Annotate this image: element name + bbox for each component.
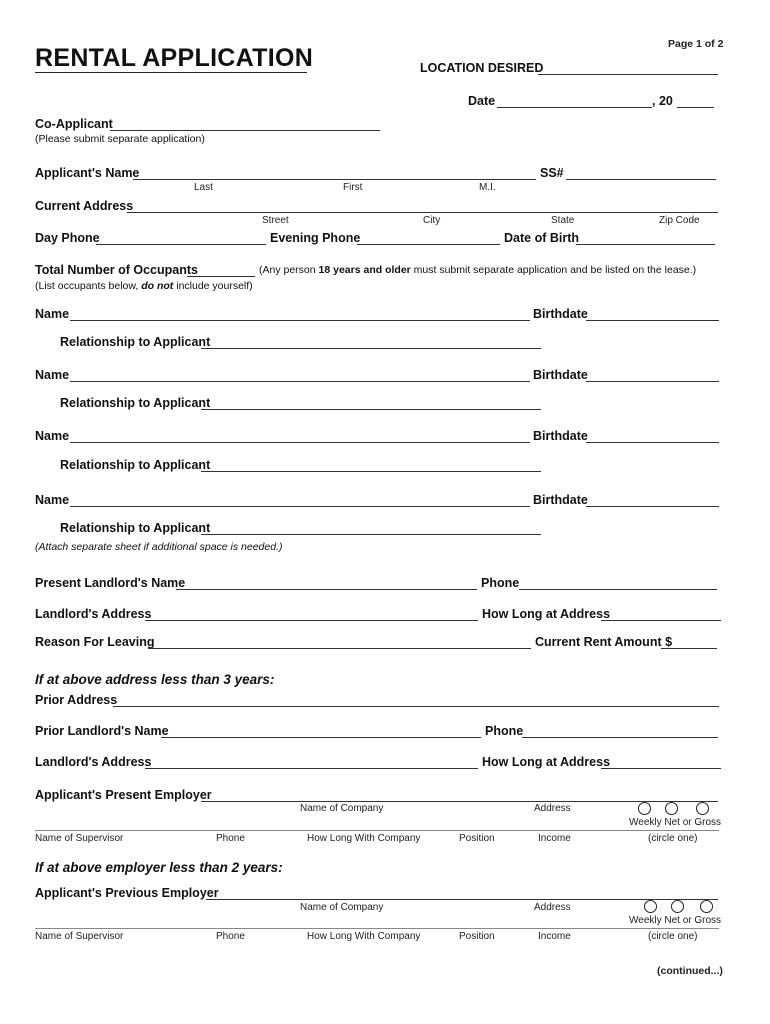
landlord-phone-label: Phone (481, 576, 520, 590)
occupant-2-relationship-label: Relationship to Applicant (60, 396, 211, 410)
occupant-4-name-field[interactable] (70, 506, 530, 507)
previous-supervisor-label: Name of Supervisor (35, 931, 124, 942)
occupant-3-birthdate-field[interactable] (586, 442, 719, 443)
occupant-2-birthdate-field[interactable] (586, 381, 719, 382)
landlord-phone-field[interactable] (519, 589, 717, 590)
previous-position-label: Position (459, 931, 495, 942)
year-field[interactable] (677, 107, 714, 108)
previous-employer-company-label: Name of Company (300, 902, 384, 913)
previous-income-label: Income (538, 931, 571, 942)
prior-address-label: Prior Address (35, 693, 118, 707)
prior-landlord-phone-label: Phone (485, 724, 524, 738)
occupant-4-name-label: Name (35, 493, 70, 507)
co-applicant-note: (Please submit separate application) (35, 133, 205, 145)
present-position-label: Position (459, 833, 495, 844)
name-part-first: First (343, 182, 363, 193)
address-part-city: City (423, 215, 441, 226)
landlord-address-label: Landlord's Address (35, 607, 152, 621)
dob-label: Date of Birth (504, 231, 579, 245)
occupant-3-birthdate-label: Birthdate (533, 429, 588, 443)
current-rent-label: Current Rent Amount $ (535, 635, 673, 649)
present-landlord-field[interactable] (176, 589, 477, 590)
ssn-field[interactable] (566, 179, 716, 180)
prior-landlord-label: Prior Landlord's Name (35, 724, 169, 738)
occupant-4-relationship-field[interactable] (201, 534, 541, 535)
day-phone-field[interactable] (96, 244, 266, 245)
present-income-net-circle[interactable] (665, 802, 678, 815)
occupants-age-note: (Any person 18 years and older must submit separate application and be listed on the lease.) (259, 264, 697, 276)
present-income-gross-circle[interactable] (696, 802, 709, 815)
current-address-field[interactable] (127, 212, 718, 213)
present-employer-phone-label: Phone (216, 833, 245, 844)
reason-leaving-label: Reason For Leaving (35, 635, 155, 649)
previous-circle-one-label: (circle one) (648, 931, 698, 942)
page-number: Page 1 of 2 (668, 38, 724, 50)
location-desired-field[interactable] (538, 74, 718, 75)
present-income-type-label: Weekly Net or Gross (629, 817, 722, 828)
occupant-2-birthdate-label: Birthdate (533, 368, 588, 382)
occupant-4-birthdate-field[interactable] (586, 506, 719, 507)
present-income-weekly-circle[interactable] (638, 802, 651, 815)
prior-landlord-address-field[interactable] (145, 768, 478, 769)
prior-how-long-field[interactable] (601, 768, 721, 769)
occupant-3-name-field[interactable] (70, 442, 530, 443)
occupant-3-relationship-label: Relationship to Applicant (60, 458, 211, 472)
present-employer-label: Applicant's Present Employer (35, 788, 212, 802)
previous-income-weekly-circle[interactable] (644, 900, 657, 913)
previous-employer-label: Applicant's Previous Employer (35, 886, 219, 900)
dob-field[interactable] (576, 244, 715, 245)
year-label: , 20 (652, 94, 673, 108)
location-desired-label: LOCATION DESIRED (420, 61, 544, 75)
day-phone-label: Day Phone (35, 231, 100, 245)
prior-landlord-field[interactable] (161, 737, 481, 738)
previous-how-long-label: How Long With Company (307, 931, 421, 942)
previous-employer-address-label: Address (534, 902, 571, 913)
occupant-1-name-field[interactable] (70, 320, 530, 321)
occupants-list-note: (List occupants below, do not include yourself) (35, 280, 253, 292)
occupant-4-birthdate-label: Birthdate (533, 493, 588, 507)
present-how-long-label: How Long With Company (307, 833, 421, 844)
previous-employer-detail-line[interactable] (35, 928, 719, 929)
present-employer-detail-line[interactable] (35, 830, 719, 831)
landlord-address-field[interactable] (145, 620, 478, 621)
applicant-name-field[interactable] (133, 179, 536, 180)
previous-income-net-circle[interactable] (671, 900, 684, 913)
prior-how-long-label: How Long at Address (482, 755, 611, 769)
present-employer-company-label: Name of Company (300, 803, 384, 814)
name-part-mi: M.I. (479, 182, 496, 193)
present-circle-one-label: (circle one) (648, 833, 698, 844)
how-long-at-address-field[interactable] (601, 620, 721, 621)
occupant-2-relationship-field[interactable] (201, 409, 541, 410)
evening-phone-field[interactable] (357, 244, 500, 245)
occupant-1-birthdate-field[interactable] (586, 320, 719, 321)
page-title: RENTAL APPLICATION (35, 44, 314, 72)
reason-leaving-field[interactable] (148, 648, 531, 649)
date-label: Date (468, 94, 496, 108)
occupant-1-name-label: Name (35, 307, 70, 321)
address-part-state: State (551, 215, 575, 226)
occupant-3-relationship-field[interactable] (201, 471, 541, 472)
present-employer-address-label: Address (534, 803, 571, 814)
occupant-1-birthdate-label: Birthdate (533, 307, 588, 321)
total-occupants-label: Total Number of Occupants (35, 263, 198, 277)
address-part-street: Street (262, 215, 289, 226)
present-income-label: Income (538, 833, 571, 844)
prior-landlord-address-label: Landlord's Address (35, 755, 152, 769)
occupant-3-name-label: Name (35, 429, 70, 443)
present-landlord-label: Present Landlord's Name (35, 576, 186, 590)
current-address-label: Current Address (35, 199, 134, 213)
name-part-last: Last (194, 182, 213, 193)
evening-phone-label: Evening Phone (270, 231, 361, 245)
previous-income-gross-circle[interactable] (700, 900, 713, 913)
continued-label: (continued...) (657, 965, 723, 977)
ssn-label: SS# (540, 166, 564, 180)
previous-income-type-label: Weekly Net or Gross (629, 915, 722, 926)
previous-employer-field[interactable] (206, 899, 718, 900)
total-occupants-field[interactable] (187, 276, 255, 277)
title-underline (35, 72, 307, 73)
occupant-4-relationship-label: Relationship to Applicant (60, 521, 211, 535)
prior-address-field[interactable] (113, 706, 719, 707)
current-rent-field[interactable] (661, 648, 717, 649)
prior-landlord-phone-field[interactable] (522, 737, 718, 738)
address-part-zip: Zip Code (659, 215, 700, 226)
co-applicant-field[interactable] (110, 130, 380, 131)
occupant-1-relationship-label: Relationship to Applicant (60, 335, 211, 349)
how-long-at-address-label: How Long at Address (482, 607, 611, 621)
occupant-2-name-label: Name (35, 368, 70, 382)
prior-address-section-title: If at above address less than 3 years: (35, 672, 275, 687)
occupant-2-name-field[interactable] (70, 381, 530, 382)
present-supervisor-label: Name of Supervisor (35, 833, 124, 844)
attach-sheet-note: (Attach separate sheet if additional space is needed.) (35, 541, 283, 553)
date-field[interactable] (497, 107, 652, 108)
co-applicant-label: Co-Applicant (35, 117, 113, 131)
previous-employer-section-title: If at above employer less than 2 years: (35, 860, 283, 875)
previous-employer-phone-label: Phone (216, 931, 245, 942)
occupant-1-relationship-field[interactable] (201, 348, 541, 349)
applicant-name-label: Applicant's Name (35, 166, 140, 180)
